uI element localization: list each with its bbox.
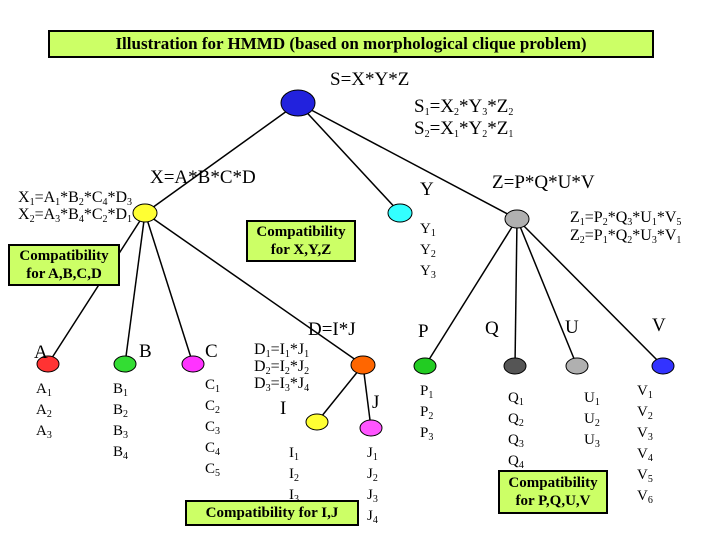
- subscript: 3: [518, 439, 524, 450]
- edge-root-y: [298, 103, 400, 213]
- alternative-item: $J_2$: [367, 466, 378, 484]
- subscript: 3: [55, 214, 61, 225]
- compat-ij-box: [185, 500, 359, 526]
- node-p: [414, 358, 436, 374]
- alternative-item: $V_6$: [637, 488, 653, 506]
- subscript: 3: [46, 430, 52, 441]
- subscript: 2: [29, 214, 35, 225]
- d1-formula: $D_1=I_1*J_1$: [254, 341, 310, 360]
- alternative-item: $C_4$: [205, 440, 221, 458]
- i-items: [289, 445, 299, 508]
- node-c: [182, 356, 204, 372]
- subscript: 1: [46, 388, 52, 399]
- x-formula: X=A*B*C*D: [150, 167, 256, 188]
- alternative-item: $Q_2$: [508, 411, 524, 429]
- subscript: 1: [424, 107, 430, 118]
- node-z: [505, 210, 529, 228]
- subscript: 6: [647, 495, 653, 506]
- node-j: [360, 420, 382, 436]
- subscript: 1: [647, 390, 653, 401]
- subscript: 3: [647, 432, 653, 443]
- node-d: [351, 356, 375, 374]
- subscript: 4: [123, 451, 129, 462]
- d3-formula: $D_3=I_3*J_4$: [254, 375, 310, 394]
- root-s1: $S_1=X_2*Y_3*Z_2$: [414, 96, 514, 118]
- node-root: [281, 90, 315, 116]
- edge-x-c: [145, 213, 193, 364]
- subscript: 4: [102, 197, 108, 208]
- subscript: 4: [215, 447, 221, 458]
- subscript: 2: [265, 366, 271, 377]
- u-items: [584, 390, 600, 453]
- subscript: 5: [647, 474, 653, 485]
- subscript: 2: [215, 405, 221, 416]
- root-formula: S=X*Y*Z: [330, 69, 410, 90]
- z2-formula: $Z_2=P_1*Q_2*U_3*V_1$: [570, 227, 682, 246]
- b-label: B: [139, 341, 152, 362]
- subscript: 2: [454, 107, 460, 118]
- q-items: [508, 390, 524, 474]
- subscript: 3: [651, 235, 657, 246]
- alternative-item: $V_3$: [637, 425, 653, 443]
- compat-pquv-box: [498, 470, 608, 514]
- alternative-item: $C_1$: [205, 377, 221, 395]
- alternative-item: $P_1$: [420, 383, 434, 401]
- alternative-item: $V_5$: [637, 467, 653, 485]
- subscript: 4: [518, 460, 524, 471]
- y-label: Y: [420, 179, 434, 200]
- subscript: 1: [304, 349, 310, 360]
- alternative-item: $Y_2$: [420, 242, 436, 260]
- subscript: 3: [627, 217, 633, 228]
- subscript: 2: [102, 214, 108, 225]
- subscript: 2: [46, 409, 52, 420]
- subscript: 1: [265, 349, 271, 360]
- subscript: 2: [428, 411, 434, 422]
- subscript: 2: [424, 129, 430, 140]
- subscript: 4: [647, 453, 653, 464]
- y-items: [420, 221, 436, 284]
- alternative-item: $Y_3$: [420, 263, 436, 281]
- alternative-item: $C_5$: [205, 461, 221, 479]
- subscript: 3: [123, 430, 129, 441]
- alternative-item: $B_3$: [113, 423, 129, 441]
- subscript: 3: [294, 494, 299, 505]
- diagram-title: Illustration for HMMD (based on morphological clique problem): [115, 34, 587, 53]
- alternative-item: $P_2$: [420, 404, 434, 422]
- subscript: 3: [215, 426, 221, 437]
- b-items: [113, 381, 128, 465]
- subscript: 2: [579, 235, 585, 246]
- subscript: 1: [508, 129, 514, 140]
- c-label: C: [205, 341, 218, 362]
- alternative-item: $I_2$: [289, 466, 299, 484]
- alternative-item: $A_1$: [36, 381, 52, 399]
- subscript: 1: [123, 388, 129, 399]
- subscript: 3: [127, 197, 133, 208]
- node-y: [388, 204, 412, 222]
- subscript: 1: [55, 197, 61, 208]
- d-formula: D=I*J: [308, 319, 356, 340]
- alternative-item: $Q_3$: [508, 432, 524, 450]
- subscript: 2: [284, 366, 290, 377]
- subscript: 4: [304, 383, 310, 394]
- c-items: [205, 377, 220, 482]
- alternative-item: $B_4$: [113, 444, 129, 462]
- j-items: [367, 445, 378, 529]
- alternative-item: $I_1$: [289, 445, 299, 463]
- subscript: 2: [78, 197, 84, 208]
- x1-formula: $X_1=A_1*B_2*C_4*D_3$: [18, 189, 133, 208]
- alternative-item: $J_3$: [367, 487, 378, 505]
- subscript: 1: [127, 214, 133, 225]
- z-formula: Z=P*Q*U*V: [492, 172, 595, 193]
- subscript: 3: [372, 494, 378, 505]
- title-banner: [48, 30, 654, 58]
- subscript: 3: [265, 383, 271, 394]
- node-q: [504, 358, 526, 374]
- compat-xyz-box: [246, 220, 356, 262]
- subscript: 1: [579, 217, 585, 228]
- z1-formula: $Z_1=P_2*Q_3*U_1*V_5$: [570, 209, 682, 228]
- alternative-item: $J_4$: [367, 508, 378, 526]
- edge-x-a: [48, 213, 145, 364]
- alternative-item: $A_2$: [36, 402, 52, 420]
- node-v: [652, 358, 674, 374]
- alternative-item: $B_1$: [113, 381, 129, 399]
- subscript: 1: [372, 452, 378, 463]
- compat-pquv-line2: for P,Q,U,V: [515, 493, 591, 509]
- q-label: Q: [485, 318, 499, 339]
- x2-formula: $X_2=A_3*B_4*C_2*D_1$: [18, 206, 133, 225]
- edge-z-u: [517, 219, 577, 366]
- alternative-item: $B_2$: [113, 402, 129, 420]
- subscript: 1: [454, 129, 460, 140]
- u-label: U: [565, 317, 579, 338]
- edge-d-i: [317, 365, 363, 422]
- a-items: [36, 381, 52, 444]
- node-b: [114, 356, 136, 372]
- v-items: [637, 383, 653, 509]
- subscript: 2: [594, 418, 600, 429]
- p-items: [420, 383, 433, 446]
- subscript: 2: [123, 409, 129, 420]
- compat-abcd-line1: Compatibility: [19, 248, 109, 264]
- subscript: 2: [647, 411, 653, 422]
- a-label: A: [34, 342, 48, 363]
- subscript: 4: [372, 515, 378, 526]
- alternative-item: $C_2$: [205, 398, 221, 416]
- edge-z-p: [425, 219, 517, 366]
- subscript: 3: [482, 107, 488, 118]
- subscript: 2: [372, 473, 378, 484]
- v-label: V: [652, 315, 666, 336]
- subscript: 1: [594, 397, 600, 408]
- p-label: P: [418, 321, 429, 342]
- subscript: 2: [508, 107, 514, 118]
- compat-abcd-line2: for A,B,C,D: [26, 266, 102, 282]
- subscript: 1: [428, 390, 434, 401]
- subscript: 1: [430, 228, 436, 239]
- alternative-item: $V_1$: [637, 383, 653, 401]
- subscript: 1: [215, 384, 221, 395]
- j-label: J: [372, 392, 380, 413]
- alternative-item: $U_3$: [584, 432, 600, 450]
- compat-pquv-line1: Compatibility: [508, 475, 598, 491]
- compat-xyz-line2: for X,Y,Z: [270, 242, 332, 258]
- subscript: 3: [428, 432, 434, 443]
- subscript: 1: [29, 197, 35, 208]
- node-i: [306, 414, 328, 430]
- subscript: 1: [294, 452, 299, 463]
- subscript: 2: [482, 129, 488, 140]
- subscript: 1: [602, 235, 608, 246]
- node-x: [133, 204, 157, 222]
- compat-abcd-box: [8, 244, 120, 286]
- alternative-item: $Q_4$: [508, 453, 524, 471]
- root-s2: $S_2=X_1*Y_2*Z_1$: [414, 118, 514, 140]
- compat-ij-text: Compatibility for I,J: [205, 505, 339, 521]
- subscript: 4: [78, 214, 84, 225]
- subscript: 1: [676, 235, 682, 246]
- subscript: 1: [284, 349, 290, 360]
- subscript: 2: [430, 249, 436, 260]
- alternative-item: $U_2$: [584, 411, 600, 429]
- subscript: 2: [518, 418, 524, 429]
- subscript: 2: [294, 473, 299, 484]
- edge-root-x: [145, 103, 298, 213]
- subscript: 2: [602, 217, 608, 228]
- alternative-item: $V_2$: [637, 404, 653, 422]
- subscript: 2: [627, 235, 633, 246]
- subscript: 3: [430, 270, 436, 281]
- subscript: 3: [284, 383, 290, 394]
- alternative-item: $Q_1$: [508, 390, 524, 408]
- subscript: 5: [215, 468, 221, 479]
- alternative-item: $C_3$: [205, 419, 221, 437]
- edge-z-q: [515, 219, 517, 366]
- compat-xyz-line1: Compatibility: [256, 224, 346, 240]
- subscript: 5: [676, 217, 682, 228]
- i-label: I: [280, 398, 287, 419]
- subscript: 1: [518, 397, 524, 408]
- alternative-item: $J_1$: [367, 445, 378, 463]
- alternative-item: $V_4$: [637, 446, 653, 464]
- alternative-item: $Y_1$: [420, 221, 436, 239]
- subscript: 2: [304, 366, 310, 377]
- alternative-item: $U_1$: [584, 390, 600, 408]
- alternative-item: $P_3$: [420, 425, 434, 443]
- node-u: [566, 358, 588, 374]
- alternative-item: $A_3$: [36, 423, 52, 441]
- subscript: 1: [651, 217, 657, 228]
- d2-formula: $D_2=I_2*J_2$: [254, 358, 310, 377]
- alternative-item: $I_3$: [289, 487, 299, 505]
- subscript: 3: [594, 439, 600, 450]
